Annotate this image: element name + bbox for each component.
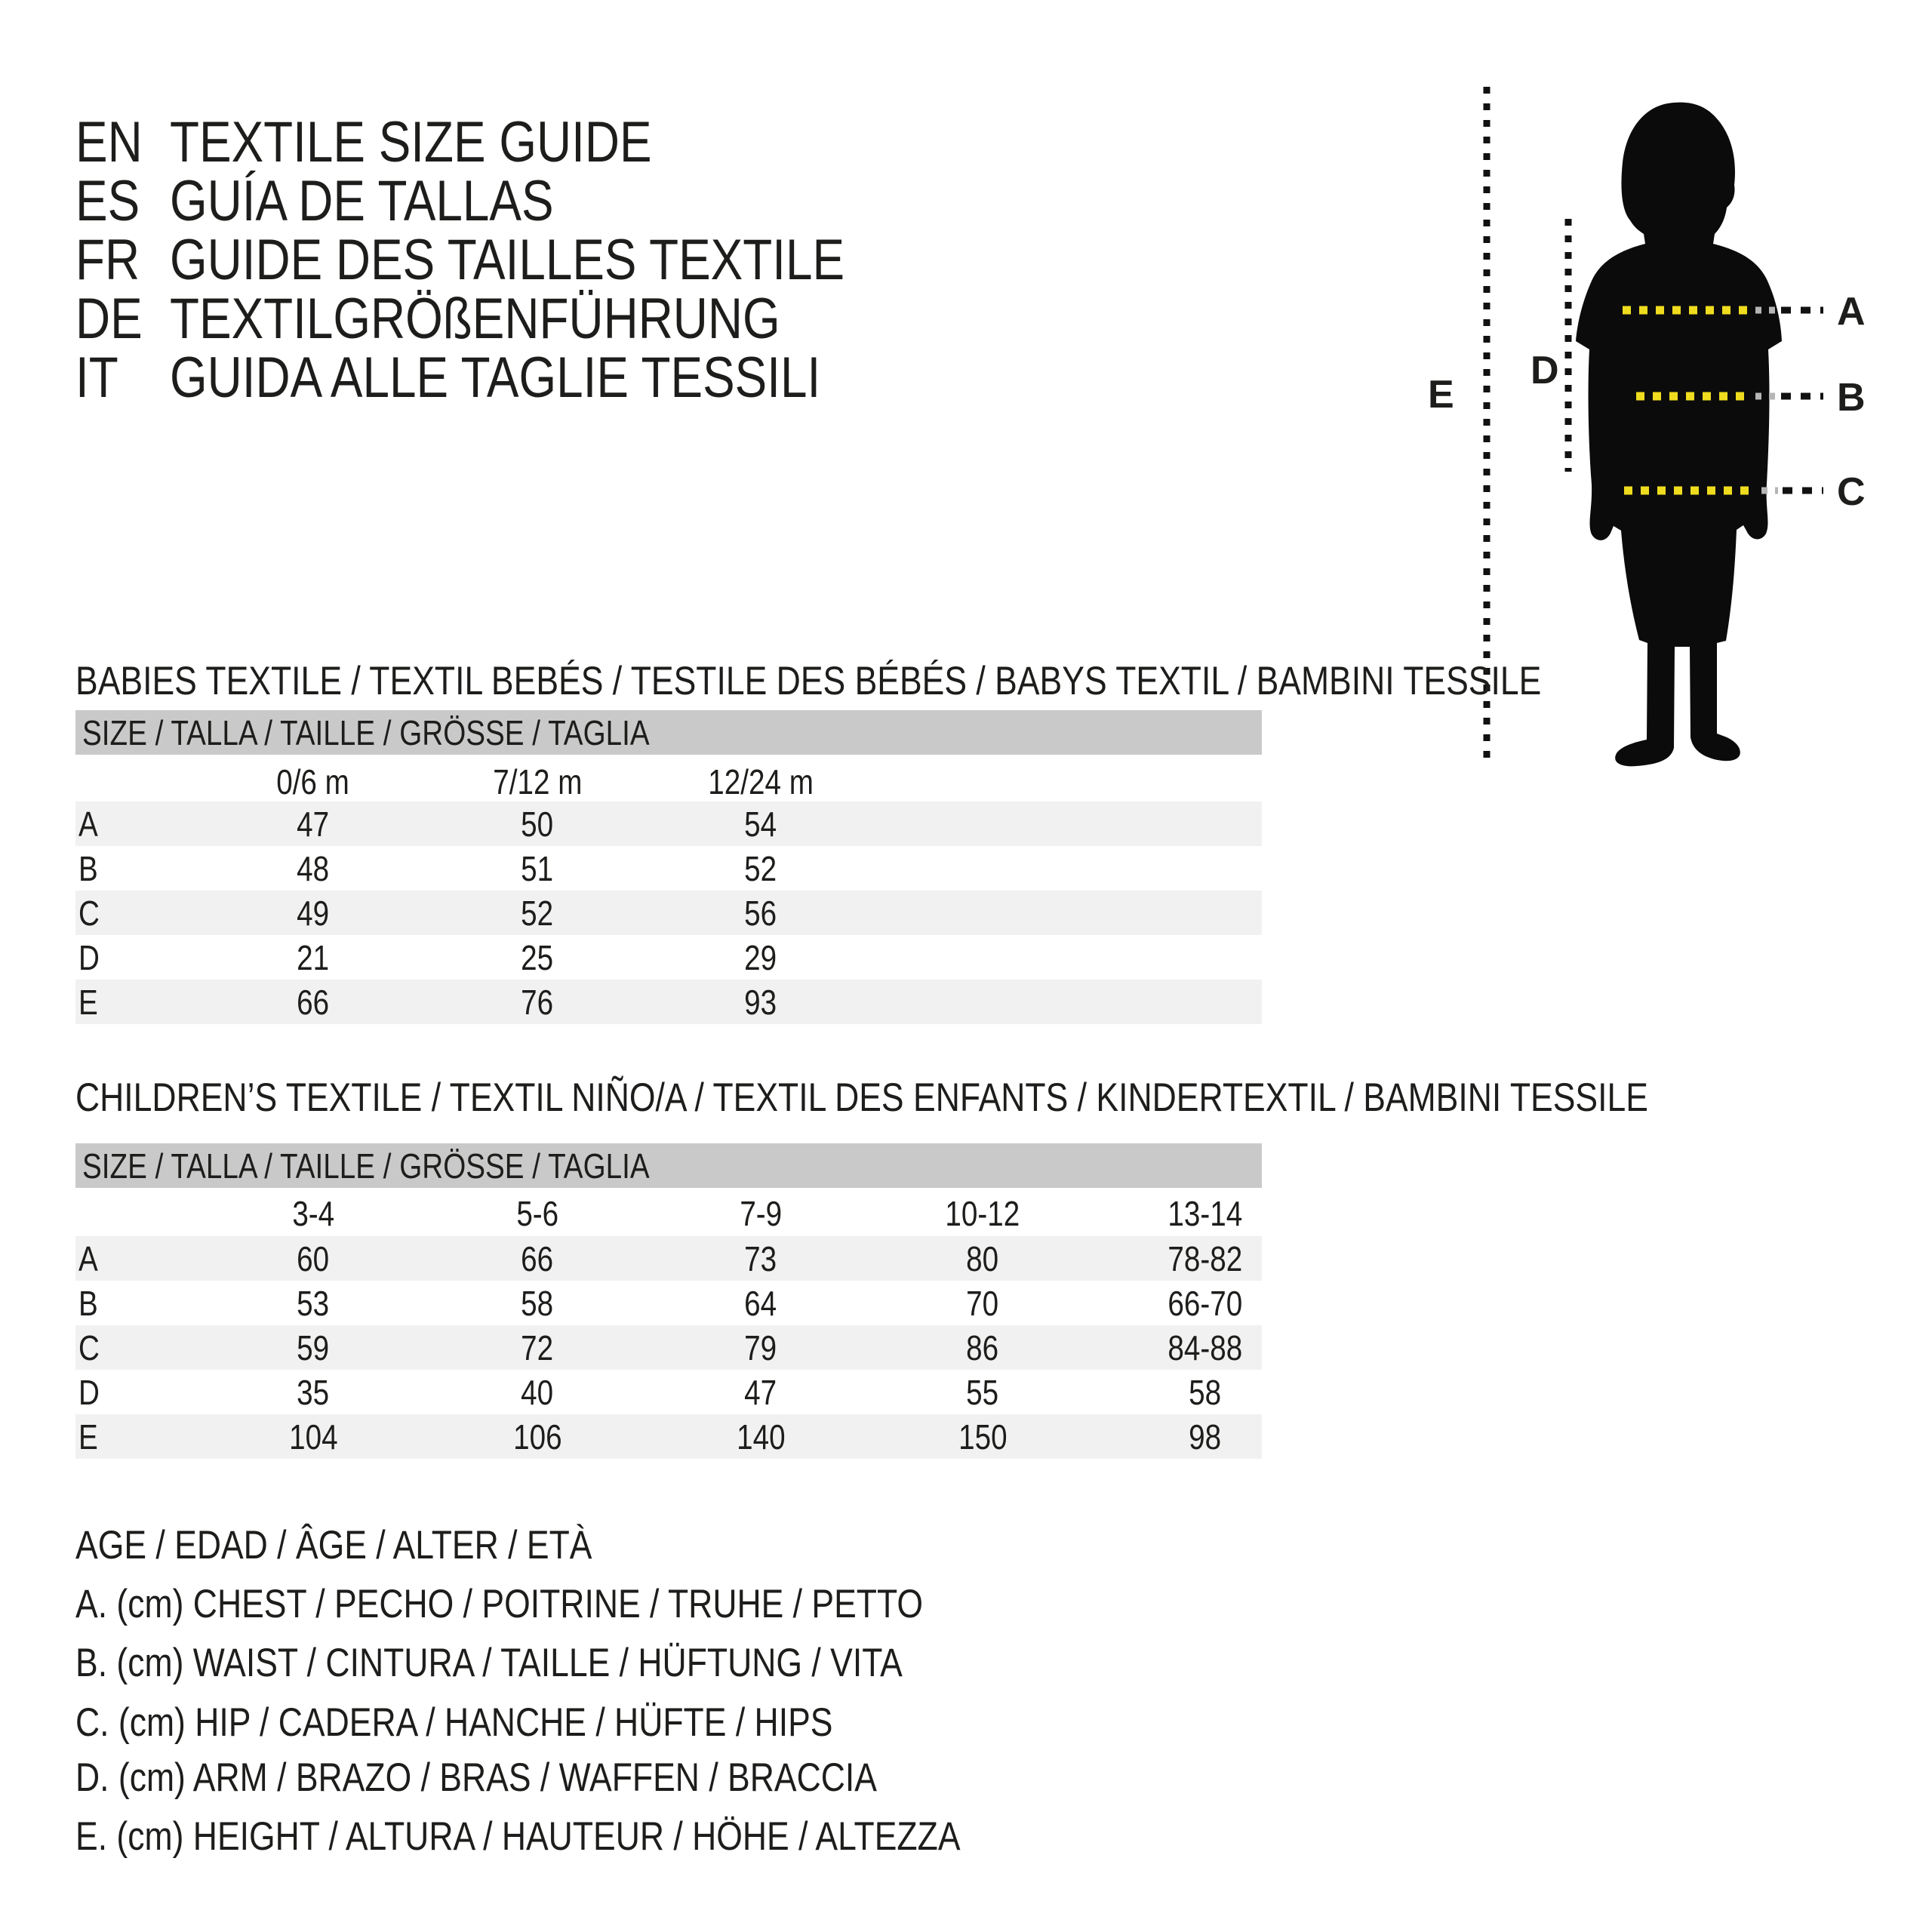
table-cell: 76 — [521, 982, 554, 1022]
row-label: A — [78, 1238, 98, 1278]
table-cell: 98 — [1189, 1417, 1222, 1457]
table-cell: 58 — [521, 1283, 554, 1323]
language-title: GUIDE DES TAILLES TEXTILE — [170, 228, 845, 292]
table-cell: 40 — [521, 1372, 554, 1412]
table-row — [75, 1370, 1262, 1414]
row-label: B — [78, 1283, 98, 1323]
table-row — [75, 1236, 1262, 1281]
table-cell: 60 — [297, 1238, 330, 1278]
table-cell: 35 — [297, 1372, 330, 1412]
table-cell: 66 — [297, 982, 330, 1022]
table-cell: 47 — [744, 1372, 777, 1412]
table-cell: 21 — [297, 937, 330, 977]
babies-column-header-row — [75, 759, 1262, 804]
language-title: TEXTILGRÖßENFÜHRUNG — [170, 287, 780, 351]
table-cell: 29 — [744, 937, 777, 977]
legend-age: AGE / EDAD / ÂGE / ALTER / ETÀ — [75, 1523, 592, 1567]
table-cell: 52 — [521, 893, 554, 933]
row-label: D — [78, 937, 100, 977]
table-cell: 58 — [1189, 1372, 1222, 1412]
measure-label-a: A — [1837, 290, 1866, 334]
table-cell: 93 — [744, 982, 777, 1022]
table-cell: 55 — [966, 1372, 999, 1412]
children-column-header: 3-4 — [292, 1193, 334, 1233]
legend-arm: D. (cm) ARM / BRAZO / BRAS / WAFFEN / BRACCIA — [75, 1755, 877, 1800]
table-cell: 79 — [744, 1327, 777, 1367]
language-code: FR — [75, 228, 140, 292]
table-row — [75, 846, 1262, 891]
row-label: D — [78, 1372, 100, 1412]
row-label: A — [78, 804, 98, 844]
table-cell: 50 — [521, 804, 554, 844]
babies-column-header: 0/6 m — [276, 761, 350, 801]
table-cell: 86 — [966, 1327, 999, 1367]
children-column-header: 10-12 — [945, 1193, 1020, 1233]
row-label: E — [78, 982, 98, 1022]
table-cell: 104 — [288, 1417, 338, 1457]
language-code: ES — [75, 169, 140, 233]
table-cell: 66-70 — [1168, 1283, 1243, 1323]
table-cell: 54 — [744, 804, 777, 844]
row-label: E — [78, 1417, 98, 1457]
table-cell: 59 — [297, 1327, 330, 1367]
table-cell: 73 — [744, 1238, 777, 1278]
table-row — [75, 980, 1262, 1024]
row-label: C — [78, 893, 100, 933]
table-cell: 47 — [297, 804, 330, 844]
table-cell: 48 — [297, 848, 330, 888]
babies-size-header-bar: SIZE / TALLA / TAILLE / GRÖSSE / TAGLIA — [75, 710, 1262, 755]
measure-label-d: D — [1531, 349, 1559, 392]
legend-height: E. (cm) HEIGHT / ALTURA / HAUTEUR / HÖHE / ALTEZZA — [75, 1814, 961, 1859]
table-cell: 51 — [521, 848, 554, 888]
children-column-header: 7-9 — [740, 1193, 782, 1233]
language-code: IT — [75, 346, 118, 410]
language-code: EN — [75, 110, 143, 174]
children-column-header: 5-6 — [516, 1193, 558, 1233]
language-title: TEXTILE SIZE GUIDE — [170, 110, 652, 174]
measure-label-b: B — [1837, 376, 1866, 420]
table-cell: 106 — [512, 1417, 562, 1457]
legend-waist: B. (cm) WAIST / CINTURA / TAILLE / HÜFTUNG / VITA — [75, 1641, 903, 1685]
children-size-header-bar: SIZE / TALLA / TAILLE / GRÖSSE / TAGLIA — [75, 1143, 1262, 1188]
table-cell: 66 — [521, 1238, 554, 1278]
measure-label-e: E — [1428, 373, 1454, 417]
table-row — [75, 1325, 1262, 1370]
table-cell: 80 — [966, 1238, 999, 1278]
babies-column-header: 7/12 m — [492, 761, 583, 801]
table-cell: 56 — [744, 893, 777, 933]
table-cell: 49 — [297, 893, 330, 933]
language-title: GUIDA ALLE TAGLIE TESSILI — [170, 346, 821, 410]
table-cell: 64 — [744, 1283, 777, 1323]
babies-section-heading: BABIES TEXTILE / TEXTIL BEBÉS / TESTILE DES BÉBÉS / BABYS TEXTIL / BAMBINI TESSILE — [75, 659, 1542, 703]
table-cell: 52 — [744, 848, 777, 888]
legend-hip: C. (cm) HIP / CADERA / HANCHE / HÜFTE / HIPS — [75, 1700, 833, 1745]
table-cell: 140 — [736, 1417, 786, 1457]
table-cell: 70 — [966, 1283, 999, 1323]
children-column-header-row — [75, 1191, 1262, 1235]
children-section-heading: CHILDREN’S TEXTILE / TEXTIL NIÑO/A / TEXTIL DES ENFANTS / KINDERTEXTIL / BAMBINI TESSILE — [75, 1075, 1648, 1120]
table-row — [75, 891, 1262, 935]
row-label: C — [78, 1327, 100, 1367]
table-cell: 25 — [521, 937, 554, 977]
measure-label-c: C — [1837, 470, 1866, 514]
legend-chest: A. (cm) CHEST / PECHO / POITRINE / TRUHE / PETTO — [75, 1582, 924, 1626]
row-label: B — [78, 848, 98, 888]
table-cell: 53 — [297, 1283, 330, 1323]
table-row — [75, 1281, 1262, 1325]
language-code: DE — [75, 287, 143, 351]
children-column-header: 13-14 — [1168, 1193, 1243, 1233]
table-row — [75, 935, 1262, 980]
table-row — [75, 801, 1262, 846]
table-cell: 150 — [958, 1417, 1008, 1457]
babies-column-header: 12/24 m — [708, 761, 814, 801]
table-row — [75, 1414, 1262, 1459]
table-cell: 72 — [521, 1327, 554, 1367]
language-title: GUÍA DE TALLAS — [170, 169, 554, 233]
table-cell: 78-82 — [1168, 1238, 1243, 1278]
table-cell: 84-88 — [1168, 1327, 1243, 1367]
